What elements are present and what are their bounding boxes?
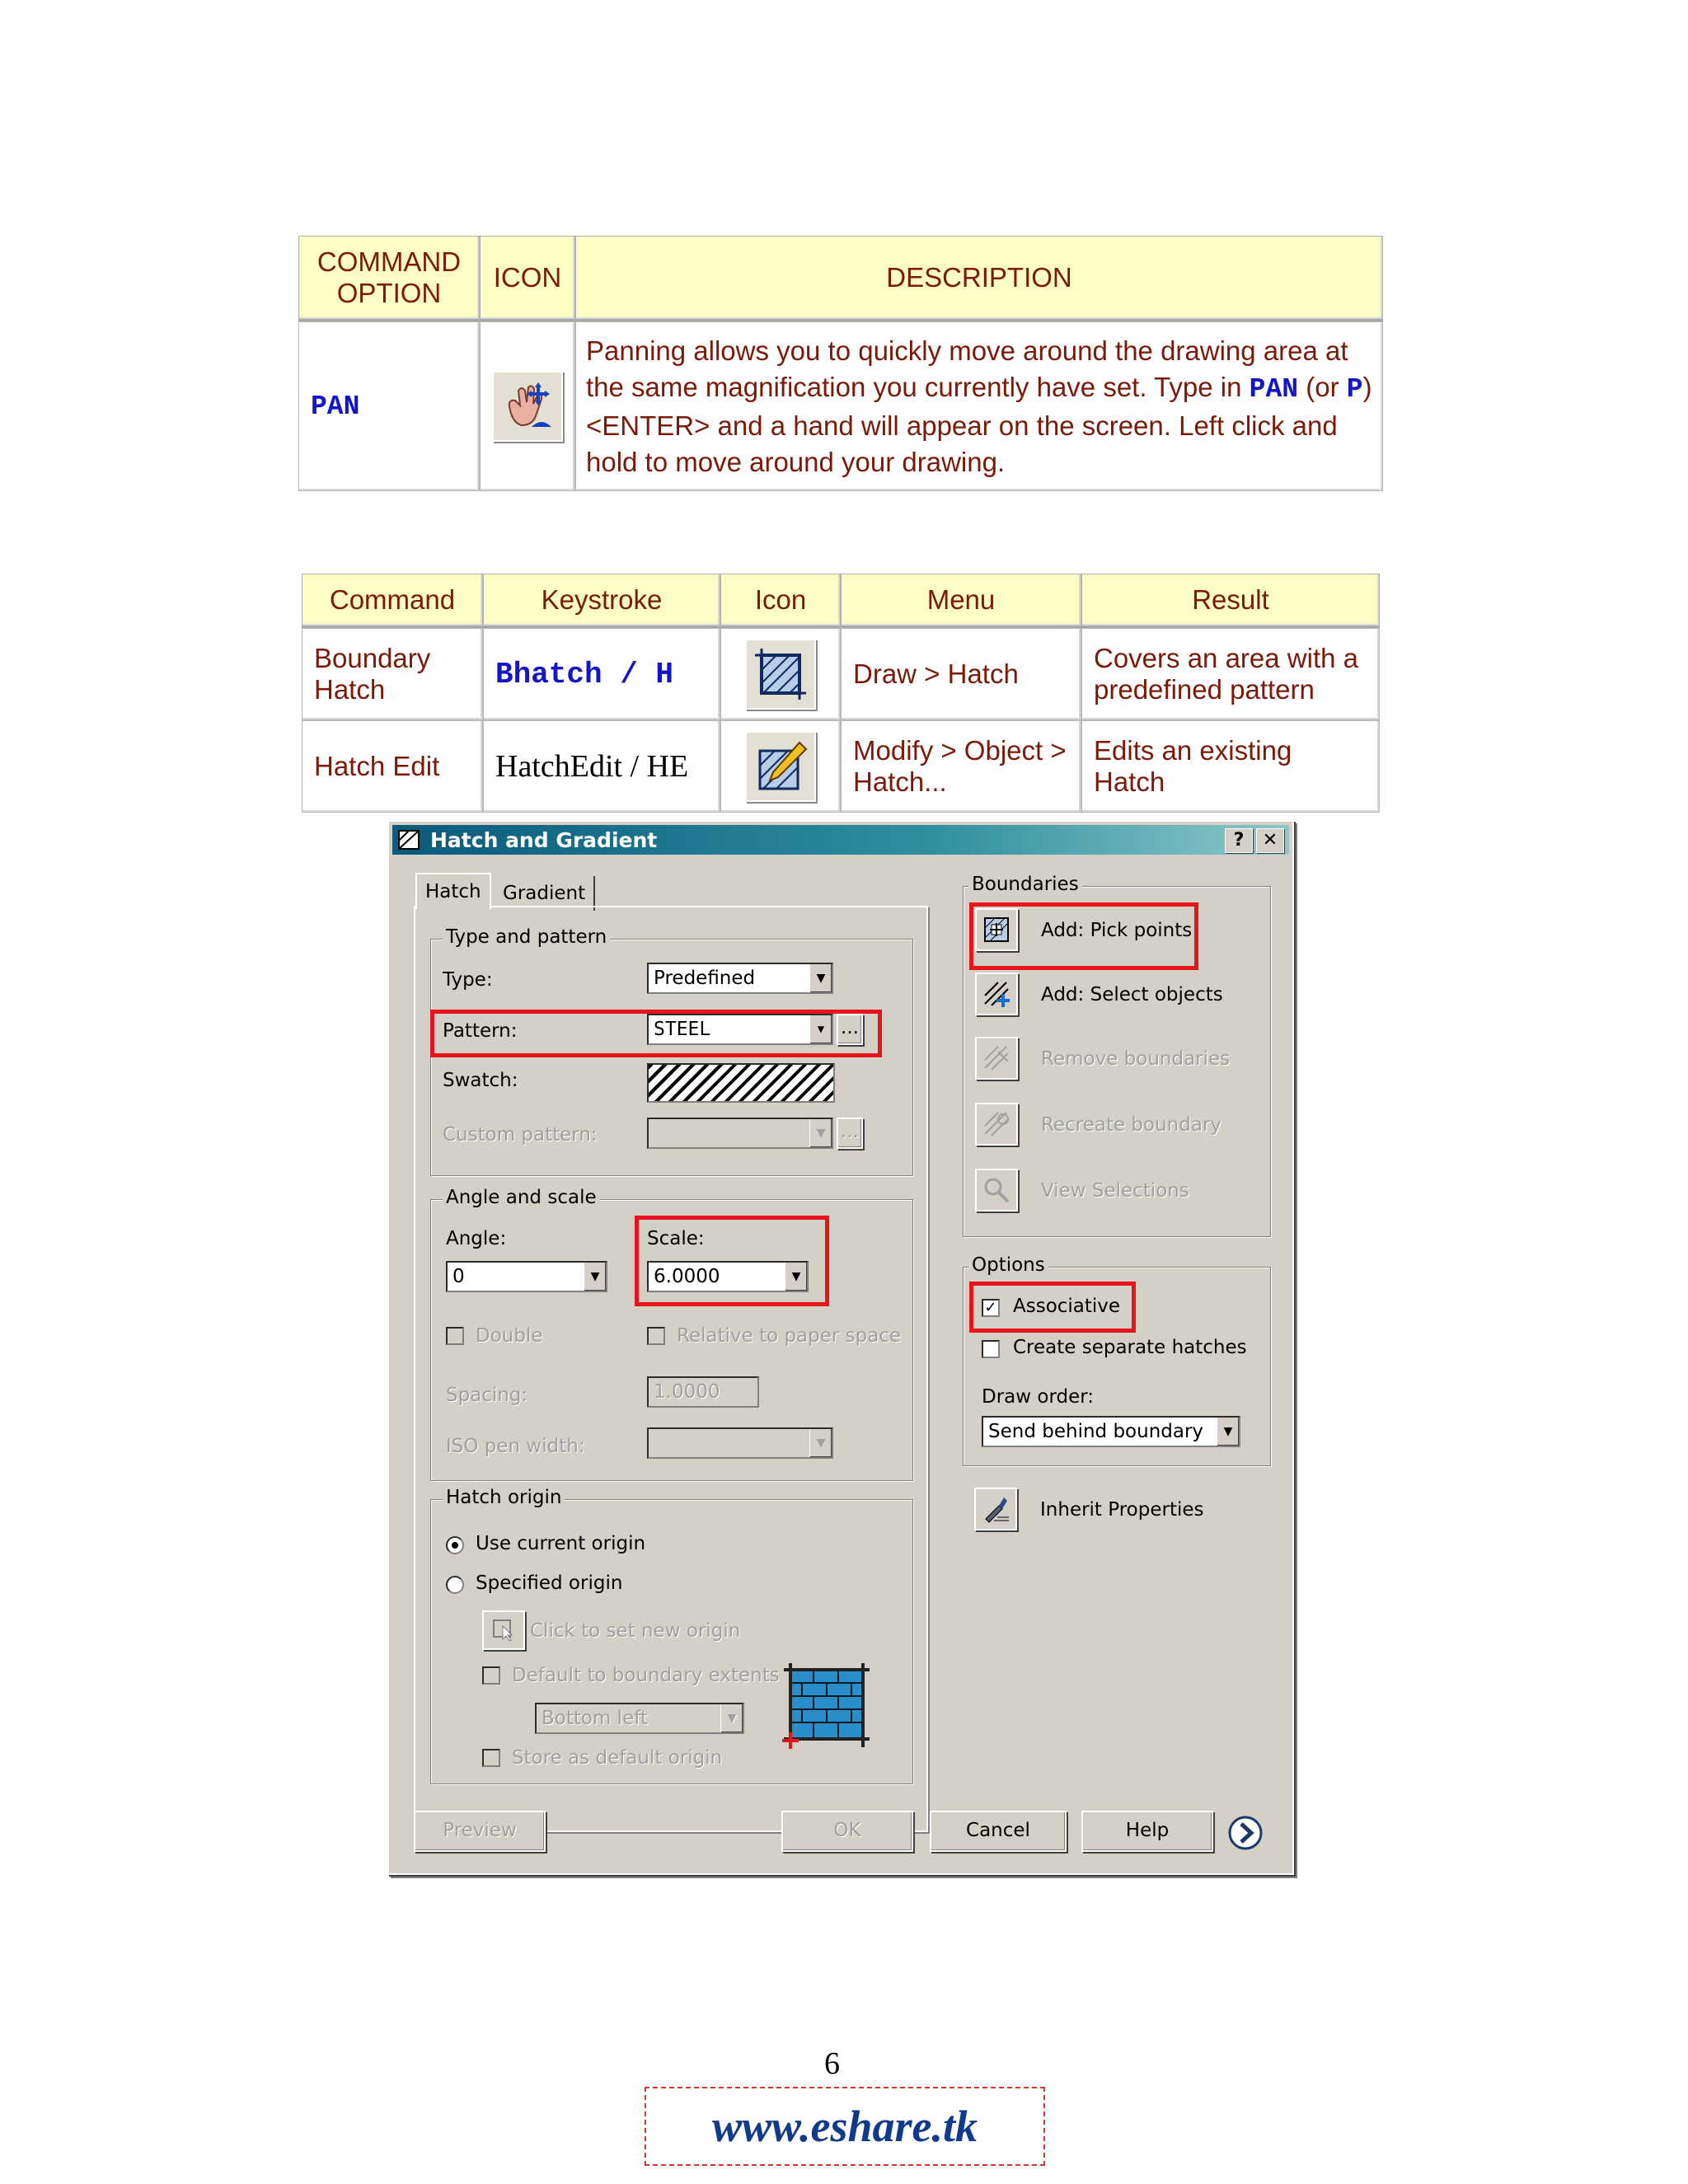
default-extents-label: Default to boundary extents (512, 1665, 780, 1686)
hatch-command-table (302, 574, 1380, 813)
dialog-title: Hatch and Gradient (430, 828, 658, 852)
pan-command: PAN (298, 321, 480, 491)
dialog-app-icon (397, 829, 420, 851)
associative-highlight (969, 1282, 1136, 1333)
help-button[interactable]: Help (1081, 1811, 1213, 1852)
use-current-origin-radio[interactable] (446, 1536, 464, 1554)
cmd-boundary-hatch: Boundary Hatch (302, 628, 483, 720)
type-select[interactable] (647, 963, 833, 994)
chevron-down-icon[interactable]: ▼ (809, 1429, 832, 1457)
draw-order-select[interactable] (982, 1416, 1240, 1447)
header-icon: ICON (480, 236, 575, 321)
ok-button[interactable]: OK (781, 1811, 913, 1852)
inherit-properties-icon[interactable] (974, 1488, 1017, 1530)
origin-position-select[interactable] (535, 1703, 744, 1734)
pattern-label: Pattern: (443, 1020, 518, 1042)
scale-value: 6.0000 (654, 1266, 720, 1287)
inherit-properties-label[interactable]: Inherit Properties (1040, 1499, 1204, 1521)
type-label: Type: (443, 969, 493, 991)
angle-label: Angle: (446, 1228, 507, 1249)
header-icon: Icon (720, 574, 841, 628)
click-origin-label: Click to set new origin (530, 1620, 741, 1642)
store-default-label: Store as default origin (512, 1747, 723, 1769)
associative-label: Associative (1013, 1296, 1121, 1317)
header-command: Command (302, 574, 483, 628)
hatch-origin-heading: Hatch origin (443, 1487, 565, 1508)
options-heading: Options (968, 1254, 1048, 1276)
header-command-option: COMMAND OPTION (298, 236, 480, 321)
add-select-objects-label[interactable]: Add: Select objects (1041, 984, 1223, 1005)
desc-keyword-p: P (1346, 373, 1363, 405)
cmd-hatch-edit: Hatch Edit (302, 720, 483, 813)
add-pick-points-label[interactable]: Add: Pick points (1041, 920, 1193, 941)
click-origin-icon[interactable] (482, 1610, 525, 1650)
result-boundary-hatch: Covers an area with a predefined pattern (1081, 628, 1380, 720)
website-footer[interactable]: www.eshare.tk (645, 2087, 1045, 2166)
angle-scale-heading: Angle and scale (443, 1187, 600, 1208)
angle-select[interactable] (446, 1261, 607, 1292)
specified-origin-label: Specified origin (476, 1572, 623, 1594)
associative-checkbox[interactable]: ✓ (982, 1299, 1000, 1317)
type-pattern-heading: Type and pattern (443, 926, 610, 948)
remove-boundaries-icon[interactable] (975, 1037, 1018, 1080)
chevron-down-icon[interactable]: ▼ (720, 1704, 743, 1732)
iso-pen-label: ISO pen width: (446, 1436, 585, 1457)
more-options-arrow-icon[interactable] (1226, 1814, 1264, 1852)
store-default-checkbox[interactable] (482, 1749, 500, 1767)
pick-points-highlight (969, 902, 1198, 970)
iso-pen-select[interactable] (647, 1427, 833, 1459)
draw-order-value: Send behind boundary (988, 1421, 1204, 1442)
menu-draw-hatch: Draw > Hatch (841, 628, 1081, 720)
recreate-boundary-icon[interactable] (975, 1103, 1018, 1146)
chevron-down-icon[interactable]: ▼ (1217, 1418, 1239, 1446)
desc-part-1: Panning allows you to quickly move around the drawing area at the same magnification you currently have set. Type in (586, 335, 1348, 402)
default-extents-checkbox[interactable] (482, 1666, 500, 1685)
desc-keyword-pan: PAN (1249, 373, 1299, 405)
header-description: DESCRIPTION (575, 236, 1383, 321)
recreate-boundary-label[interactable]: Recreate boundary (1041, 1114, 1222, 1136)
page-number: 6 (824, 2046, 840, 2081)
pattern-browse-button[interactable]: ... (837, 1014, 863, 1045)
pan-command-table (298, 236, 1383, 491)
swatch-preview[interactable] (647, 1063, 835, 1103)
hatch-gradient-dialog (387, 820, 1294, 1875)
custom-pattern-label: Custom pattern: (443, 1124, 598, 1146)
pattern-highlight (430, 1010, 882, 1057)
view-selections-icon[interactable] (975, 1169, 1018, 1212)
separate-hatches-label: Create separate hatches (1013, 1337, 1247, 1358)
tab-gradient[interactable]: Gradient (495, 876, 595, 911)
pan-description (575, 321, 1383, 491)
chevron-down-icon[interactable]: ▼ (809, 1119, 832, 1147)
hatch-icon (745, 639, 816, 710)
select-objects-icon[interactable] (975, 972, 1018, 1015)
custom-pattern-select[interactable] (647, 1118, 833, 1149)
use-current-origin-label: Use current origin (476, 1533, 646, 1554)
close-icon[interactable]: ✕ (1256, 828, 1284, 853)
desc-part-2: (or (1298, 371, 1347, 402)
keystroke-bhatch: Bhatch / H (483, 628, 720, 720)
header-menu: Menu (841, 574, 1081, 628)
scale-label: Scale: (647, 1228, 705, 1249)
remove-boundaries-label[interactable]: Remove boundaries (1041, 1048, 1231, 1070)
view-selections-label[interactable]: View Selections (1041, 1180, 1189, 1202)
menu-modify-object-hatch: Modify > Object > Hatch... (841, 720, 1081, 813)
swatch-label: Swatch: (443, 1070, 518, 1091)
boundaries-heading: Boundaries (968, 874, 1082, 895)
result-hatch-edit: Edits an existing Hatch (1081, 720, 1380, 813)
relative-paper-checkbox[interactable] (647, 1327, 665, 1345)
pan-hand-icon (492, 371, 563, 442)
cancel-button[interactable]: Cancel (930, 1811, 1067, 1852)
pan-icon-cell (480, 321, 575, 491)
custom-pattern-browse-button[interactable]: ... (837, 1118, 863, 1149)
scale-highlight (635, 1216, 829, 1306)
pattern-value: STEEL (654, 1019, 711, 1040)
hatch-origin-group (430, 1487, 913, 1784)
hatch-edit-icon (745, 731, 816, 802)
chevron-down-icon[interactable]: ▼ (809, 1015, 832, 1043)
help-icon[interactable]: ? (1225, 828, 1253, 853)
icon-cell-hatchedit (720, 720, 841, 813)
desc-part-3: ) <ENTER> and a hand will appear on the screen. Left click and hold to move around your drawing. (586, 371, 1372, 477)
spacing-label: Spacing: (446, 1385, 528, 1406)
tab-hatch[interactable]: Hatch (415, 873, 491, 909)
header-keystroke: Keystroke (483, 574, 720, 628)
double-checkbox[interactable] (446, 1327, 464, 1345)
relative-paper-label: Relative to paper space (677, 1325, 902, 1347)
icon-cell-hatch (720, 628, 841, 720)
brick-origin-preview-icon (781, 1661, 871, 1752)
angle-value: 0 (452, 1266, 465, 1287)
header-result: Result (1081, 574, 1380, 628)
chevron-down-icon[interactable]: ▼ (785, 1263, 807, 1291)
origin-position-value: Bottom left (542, 1708, 648, 1729)
double-label: Double (476, 1325, 543, 1347)
specified-origin-radio[interactable] (446, 1576, 464, 1594)
chevron-down-icon[interactable]: ▼ (809, 964, 832, 992)
draw-order-label: Draw order: (982, 1386, 1095, 1408)
chevron-down-icon[interactable]: ▼ (584, 1263, 606, 1291)
keystroke-hatchedit: HatchEdit / HE (483, 720, 720, 813)
dialog-titlebar[interactable] (392, 825, 1289, 855)
type-pattern-group (430, 926, 913, 1176)
separate-hatches-checkbox[interactable] (982, 1340, 1000, 1358)
preview-button[interactable]: Preview (414, 1811, 546, 1852)
spacing-input[interactable]: 1.0000 (647, 1376, 759, 1408)
type-value: Predefined (654, 968, 756, 989)
